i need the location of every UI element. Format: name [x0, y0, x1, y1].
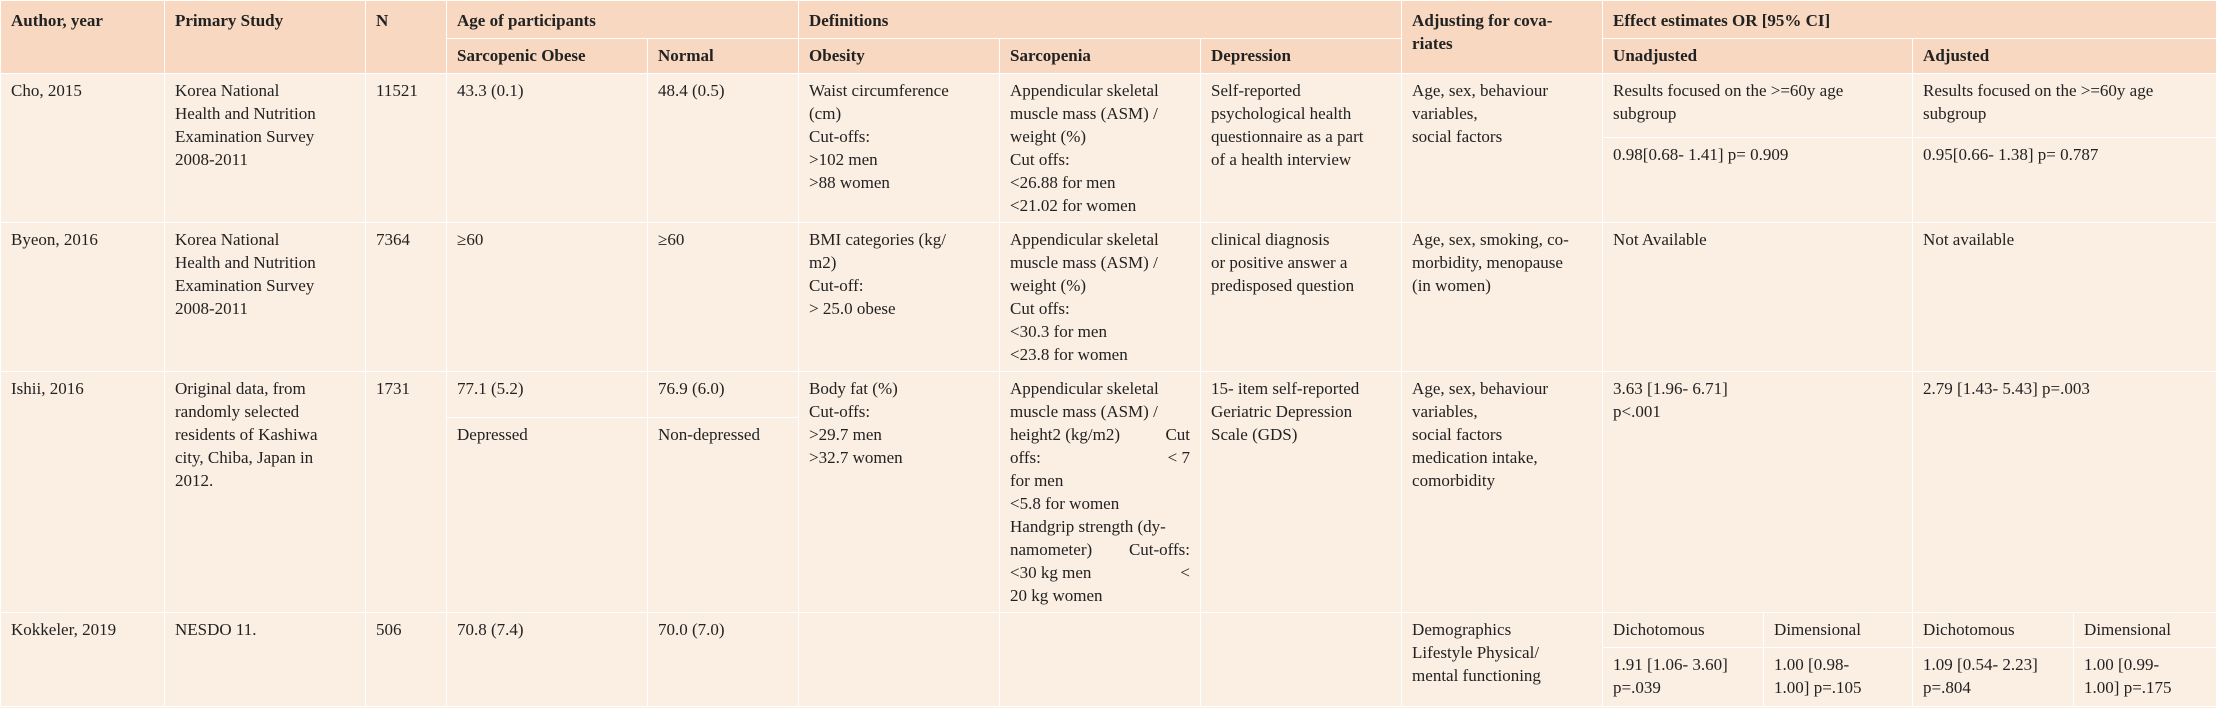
cell-obesity: BMI categories (kg/ m2) Cut-off: > 25.0 obese [799, 223, 1000, 372]
cell-covariates: Age, sex, smoking, co- morbidity, menopause (in women) [1402, 223, 1603, 372]
header-obesity: Obesity [799, 39, 1000, 74]
cell-unadjusted-dichotomous-label: Dichotomous [1603, 613, 1764, 648]
header-definitions: Definitions [799, 1, 1402, 39]
cell-adjusted: Not available [1913, 223, 2216, 372]
cell-covariates: Age, sex, behaviour variables, social factors [1402, 74, 1603, 223]
table-row [1, 223, 2216, 372]
sarcopenia-line [1010, 423, 1190, 446]
header-age-participants: Age of participants [447, 1, 799, 39]
sarcopenia-part: offs: [1010, 448, 1041, 467]
cell-n: 506 [366, 613, 447, 707]
cell-sarcopenia [1000, 613, 1201, 707]
header-adjusting-covariates: Adjusting for cova- riates [1402, 1, 1603, 74]
cell-author: Ishii, 2016 [1, 372, 165, 613]
cell-age-sarcopenic-obese: 70.8 (7.4) [447, 613, 648, 707]
sarcopenia-line: for men <5.8 for women [1010, 471, 1120, 513]
cell-n: 7364 [366, 223, 447, 372]
cell-sarcopenia [1000, 372, 1201, 613]
cell-obesity [799, 613, 1000, 707]
header-normal: Normal [648, 39, 799, 74]
cell-age-sarcopenic-obese: 43.3 (0.1) [447, 74, 648, 223]
header-unadjusted: Unadjusted [1603, 39, 1913, 74]
sarcopenia-line: Appendicular skeletal muscle mass (ASM) / [1010, 379, 1159, 421]
cell-study: NESDO 11. [165, 613, 366, 707]
cell-n: 11521 [366, 74, 447, 223]
cell-adjusted-dichotomous: 1.09 [0.54- 2.23] p=.804 [1913, 648, 2074, 707]
cell-depression [1201, 613, 1402, 707]
sarcopenia-part: Cut [1165, 425, 1191, 444]
cell-author: Cho, 2015 [1, 74, 165, 223]
header-author-year: Author, year [1, 1, 165, 74]
sarcopenia-part: namometer) [1010, 540, 1093, 559]
header-row-1 [1, 1, 2216, 39]
cell-covariates: Demographics Lifestyle Physical/ mental functioning [1402, 613, 1603, 707]
cell-adjusted-dichotomous-label: Dichotomous [1913, 613, 2074, 648]
sarcopenia-part: height2 (kg/m2) [1010, 425, 1121, 444]
cell-adjusted: 2.79 [1.43- 5.43] p=.003 [1913, 372, 2216, 613]
cell-sarcopenia: Appendicular skeletal muscle mass (ASM) / weight (%) Cut offs: <26.88 for men <21.02 for women [1000, 74, 1201, 223]
header-depression: Depression [1201, 39, 1402, 74]
cell-sarcopenia: Appendicular skeletal muscle mass (ASM) / weight (%) Cut offs: <30.3 for men <23.8 for women [1000, 223, 1201, 372]
cell-unadjusted-dimensional: 1.00 [0.98- 1.00] p=.105 [1764, 648, 1913, 707]
cell-age-sarcopenic-obese: ≥60 [447, 223, 648, 372]
table-row [1, 74, 2216, 138]
sarcopenia-part: < [1180, 563, 1191, 582]
cell-unadjusted-dimensional-label: Dimensional [1764, 613, 1913, 648]
sarcopenia-line [1010, 538, 1190, 561]
cell-covariates: Age, sex, behaviour variables, social factors medication intake, comorbidity [1402, 372, 1603, 613]
cell-depression: clinical diagnosis or positive answer a predisposed question [1201, 223, 1402, 372]
cell-depressed-label: Depressed [447, 417, 648, 612]
header-adjusted: Adjusted [1913, 39, 2216, 74]
sarcopenia-part: <30 kg men [1010, 563, 1092, 582]
table-row [1, 613, 2216, 648]
sarcopenia-line [1010, 561, 1190, 584]
header-n: N [366, 1, 447, 74]
cell-adjusted: 0.95[0.66- 1.38] p= 0.787 [1913, 137, 2216, 222]
cell-n: 1731 [366, 372, 447, 613]
cell-depression: Self-reported psychological health questionnaire as a part of a health interview [1201, 74, 1402, 223]
cell-age-sarcopenic-obese: 77.1 (5.2) [447, 372, 648, 418]
cell-adjusted-note: Results focused on the >=60y age subgroup [1913, 74, 2216, 138]
sarcopenia-part: < 7 [1167, 448, 1191, 467]
cell-unadjusted: 0.98[0.68- 1.41] p= 0.909 [1603, 137, 1913, 222]
header-effect-estimates: Effect estimates OR [95% CI] [1603, 1, 2216, 39]
header-primary-study: Primary Study [165, 1, 366, 74]
cell-unadjusted-note: Results focused on the >=60y age subgroup [1603, 74, 1913, 138]
cell-age-normal: 76.9 (6.0) [648, 372, 799, 418]
cell-adjusted-dimensional-label: Dimensional [2074, 613, 2216, 648]
cell-study: Korea National Health and Nutrition Examination Survey 2008-2011 [165, 223, 366, 372]
cell-depression: 15- item self-reported Geriatric Depression Scale (GDS) [1201, 372, 1402, 613]
sarcopenia-line [1010, 446, 1190, 469]
header-sarcopenic-obese: Sarcopenic Obese [447, 39, 648, 74]
cell-study: Original data, from randomly selected residents of Kashiwa city, Chiba, Japan in 2012. [165, 372, 366, 613]
cell-unadjusted-dichotomous: 1.91 [1.06- 3.60] p=.039 [1603, 648, 1764, 707]
cell-age-normal: 70.0 (7.0) [648, 613, 799, 707]
table-row [1, 372, 2216, 418]
cell-age-normal: 48.4 (0.5) [648, 74, 799, 223]
cell-obesity: Waist circumference (cm) Cut-offs: >102 men >88 women [799, 74, 1000, 223]
sarcopenia-line: Handgrip strength (dy- [1010, 517, 1166, 536]
cell-unadjusted: Not Available [1603, 223, 1913, 372]
sarcopenia-part: Cut-offs: [1128, 540, 1191, 559]
cell-adjusted-dimensional: 1.00 [0.99- 1.00] p=.175 [2074, 648, 2216, 707]
cell-author: Byeon, 2016 [1, 223, 165, 372]
cell-author: Kokkeler, 2019 [1, 613, 165, 707]
cell-obesity: Body fat (%) Cut-offs: >29.7 men >32.7 women [799, 372, 1000, 613]
sarcopenia-line: 20 kg women [1010, 586, 1103, 605]
header-sarcopenia: Sarcopenia [1000, 39, 1201, 74]
cell-unadjusted: 3.63 [1.96- 6.71] p<.001 [1603, 372, 1913, 613]
cell-non-depressed-label: Non-depressed [648, 417, 799, 612]
cell-study: Korea National Health and Nutrition Examination Survey 2008-2011 [165, 74, 366, 223]
cell-age-normal: ≥60 [648, 223, 799, 372]
